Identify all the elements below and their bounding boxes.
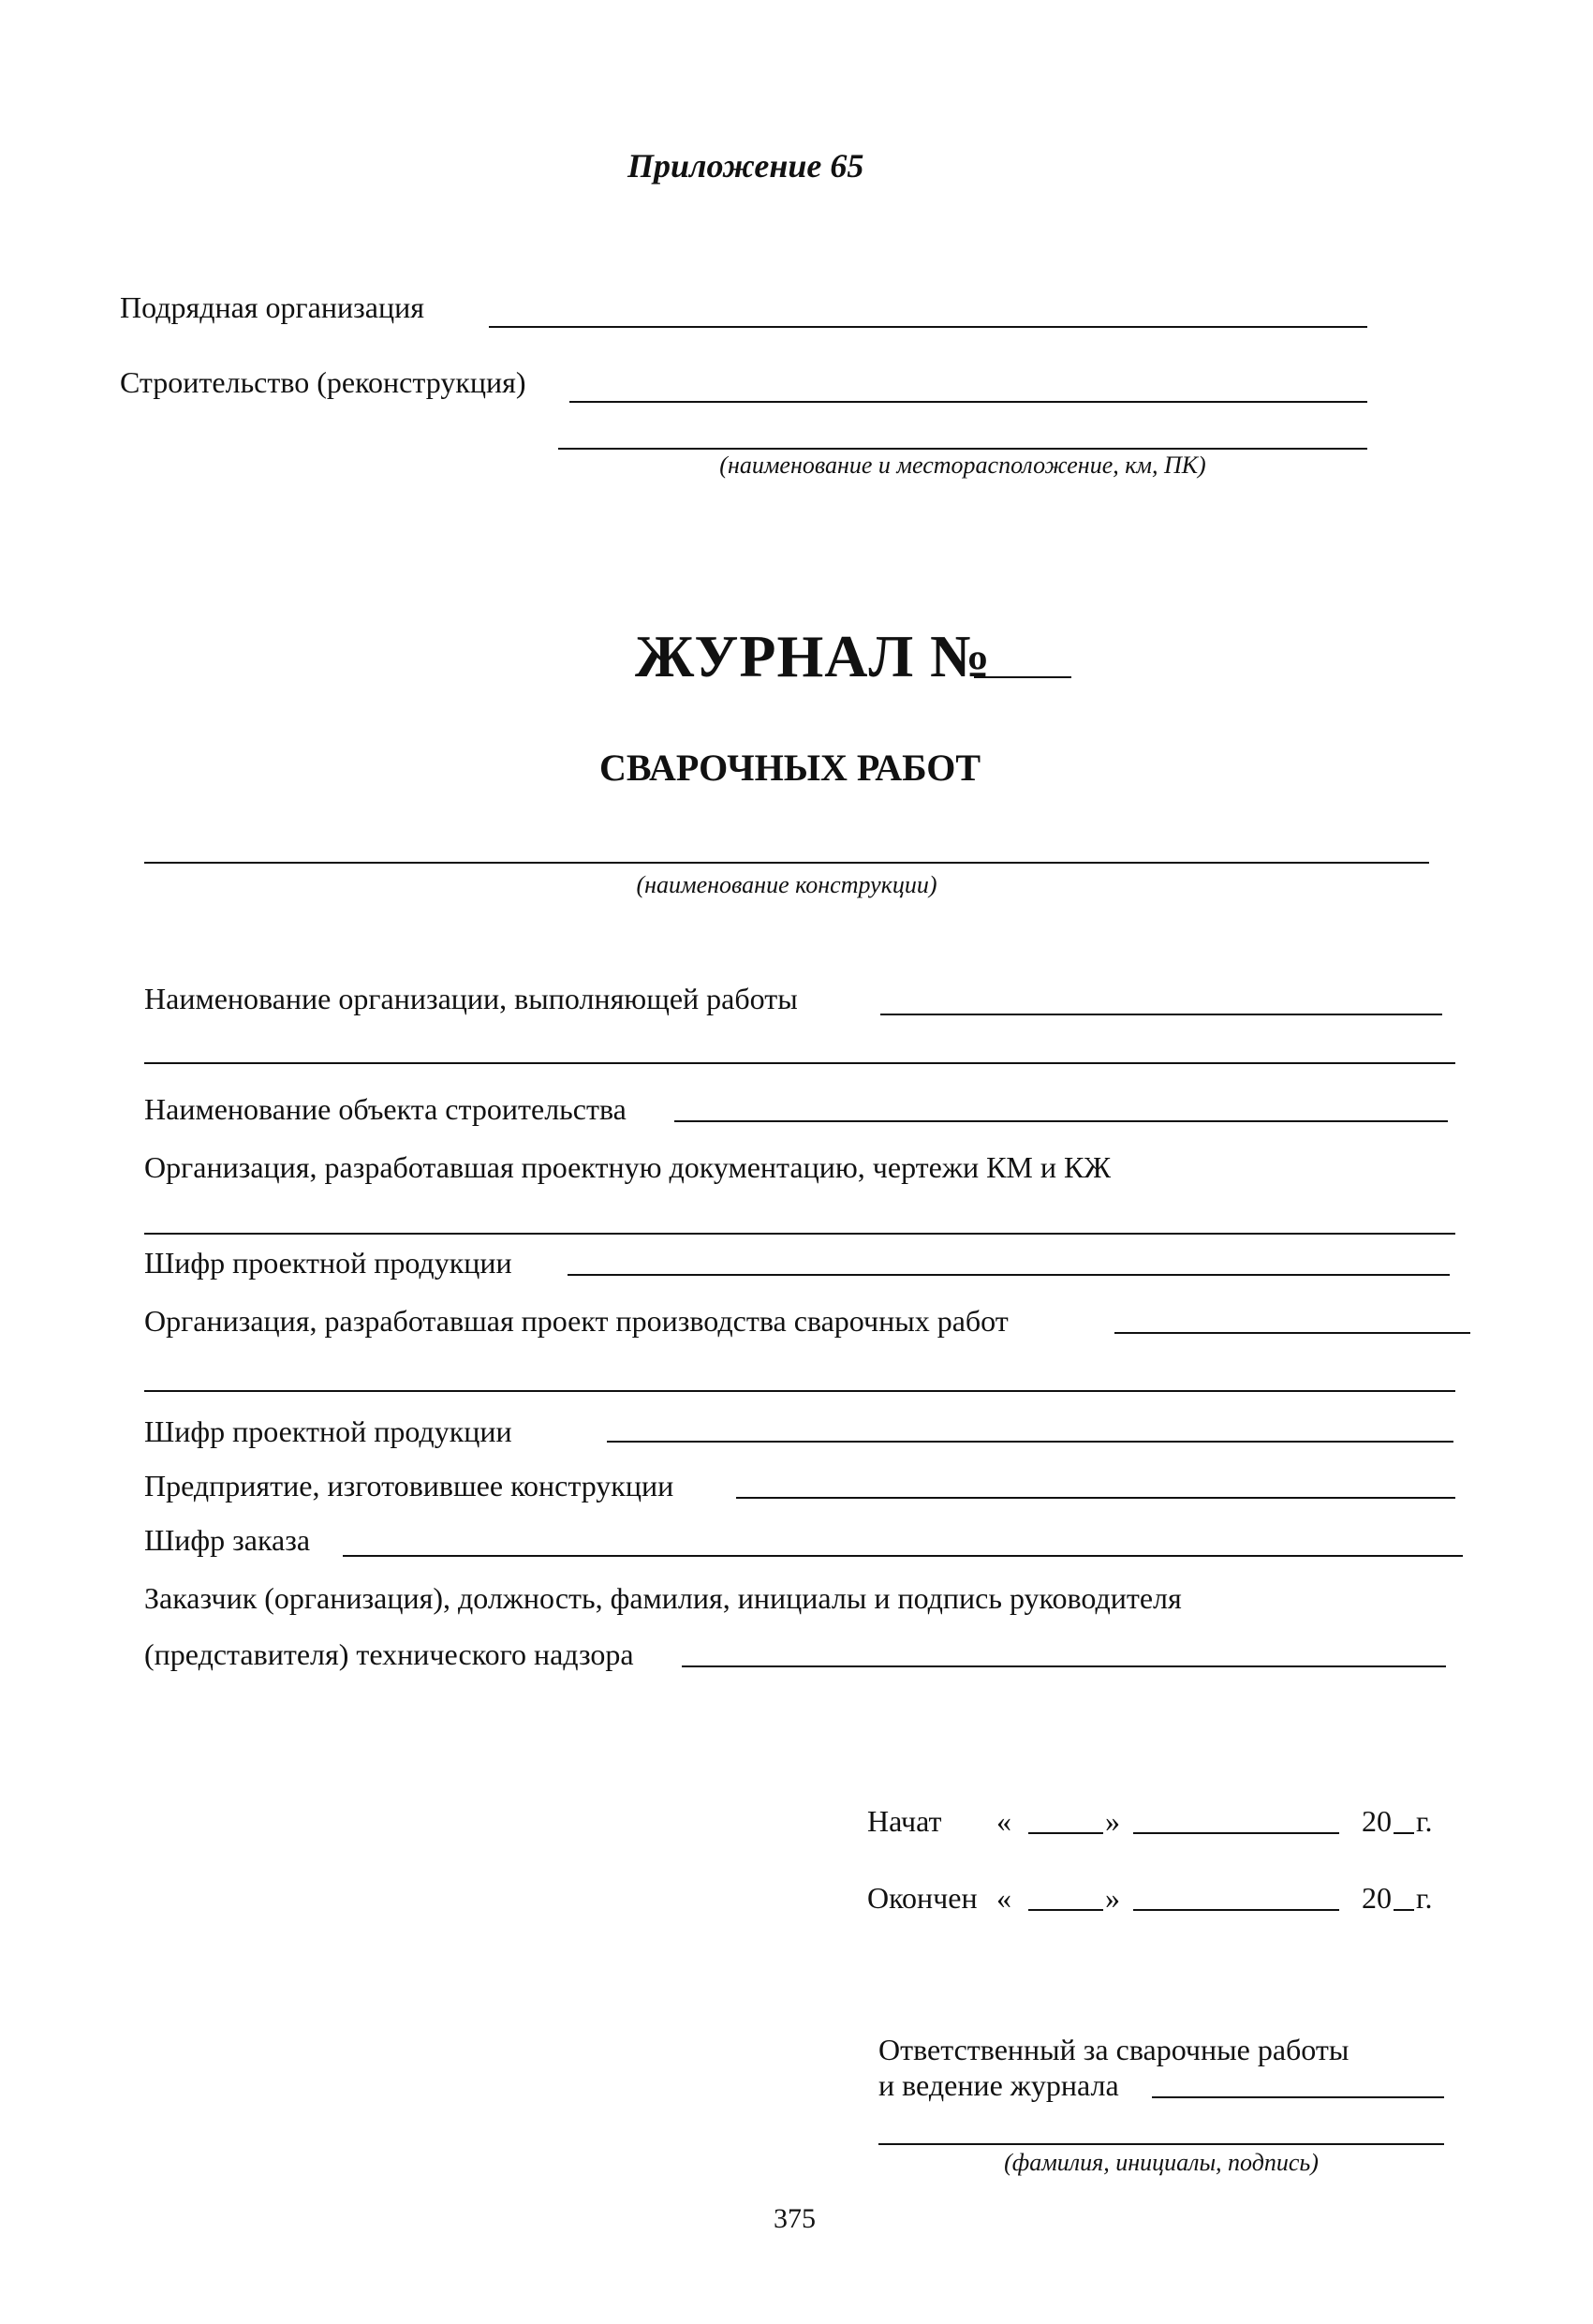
object-name-field[interactable]	[674, 1120, 1448, 1122]
started-month-field[interactable]	[1133, 1832, 1339, 1834]
welding-project-org-field-line2[interactable]	[144, 1390, 1455, 1392]
started-day-field[interactable]	[1028, 1832, 1103, 1834]
contractor-label: Подрядная организация	[120, 290, 424, 324]
finished-month-field[interactable]	[1133, 1909, 1339, 1911]
structure-name-field[interactable]	[144, 862, 1429, 864]
finished-day-field[interactable]	[1028, 1909, 1103, 1911]
customer-field[interactable]	[682, 1665, 1446, 1667]
appendix-heading: Приложение 65	[627, 147, 864, 185]
journal-number-field[interactable]	[974, 676, 1071, 678]
design-org-field[interactable]	[144, 1233, 1455, 1235]
finished-year-suffix: г.	[1416, 1881, 1433, 1915]
customer-label-line1: Заказчик (организация), должность, фамилия, инициалы и подпись руководителя	[144, 1581, 1182, 1615]
responsible-signature-field[interactable]	[878, 2143, 1444, 2145]
org-performing-field[interactable]	[880, 1014, 1442, 1015]
started-label: Начат	[867, 1804, 942, 1838]
started-year-prefix: 20	[1362, 1804, 1392, 1838]
construction-label: Строительство (реконструкция)	[120, 365, 526, 399]
design-code-1-label: Шифр проектной продукции	[144, 1246, 512, 1280]
org-performing-label: Наименование организации, выполняющей работы	[144, 982, 798, 1015]
design-code-2-field[interactable]	[607, 1441, 1453, 1443]
construction-field-line2[interactable]	[558, 448, 1367, 450]
design-org-label: Организация, разработавшая проектную документацию, чертежи КМ и КЖ	[144, 1150, 1112, 1184]
responsible-label-line2: и ведение журнала	[878, 2068, 1119, 2102]
org-performing-field-line2[interactable]	[144, 1062, 1455, 1064]
welding-project-org-label: Организация, разработавшая проект производства сварочных работ	[144, 1304, 1009, 1338]
started-close-quote: »	[1105, 1804, 1120, 1838]
finished-open-quote: «	[996, 1881, 1011, 1915]
structure-caption: (наименование конструкции)	[636, 871, 937, 898]
construction-caption: (наименование и месторасположение, км, ПК)	[719, 451, 1206, 479]
manufacturer-field[interactable]	[736, 1497, 1455, 1499]
finished-year-prefix: 20	[1362, 1881, 1392, 1915]
contractor-field[interactable]	[489, 326, 1367, 328]
responsible-caption: (фамилия, инициалы, подпись)	[1004, 2149, 1319, 2176]
finished-label: Окончен	[867, 1881, 978, 1915]
responsible-field[interactable]	[1152, 2096, 1444, 2098]
object-name-label: Наименование объекта строительства	[144, 1092, 627, 1126]
order-code-field[interactable]	[343, 1555, 1463, 1557]
design-code-2-label: Шифр проектной продукции	[144, 1414, 512, 1448]
design-code-1-field[interactable]	[568, 1274, 1450, 1276]
customer-label-line2: (представителя) технического надзора	[144, 1637, 634, 1671]
construction-field[interactable]	[569, 401, 1367, 403]
finished-close-quote: »	[1105, 1881, 1120, 1915]
started-year-suffix: г.	[1416, 1804, 1433, 1838]
responsible-label-line1: Ответственный за сварочные работы	[878, 2033, 1350, 2066]
journal-subtitle: СВАРОЧНЫХ РАБОТ	[599, 747, 981, 789]
started-year-field[interactable]	[1394, 1832, 1414, 1834]
page-number: 375	[774, 2203, 816, 2234]
finished-year-field[interactable]	[1394, 1909, 1414, 1911]
welding-project-org-field[interactable]	[1114, 1332, 1470, 1334]
journal-title: ЖУРНАЛ №	[635, 623, 992, 689]
manufacturer-label: Предприятие, изготовившее конструкции	[144, 1469, 674, 1502]
order-code-label: Шифр заказа	[144, 1523, 311, 1557]
started-open-quote: «	[996, 1804, 1011, 1838]
